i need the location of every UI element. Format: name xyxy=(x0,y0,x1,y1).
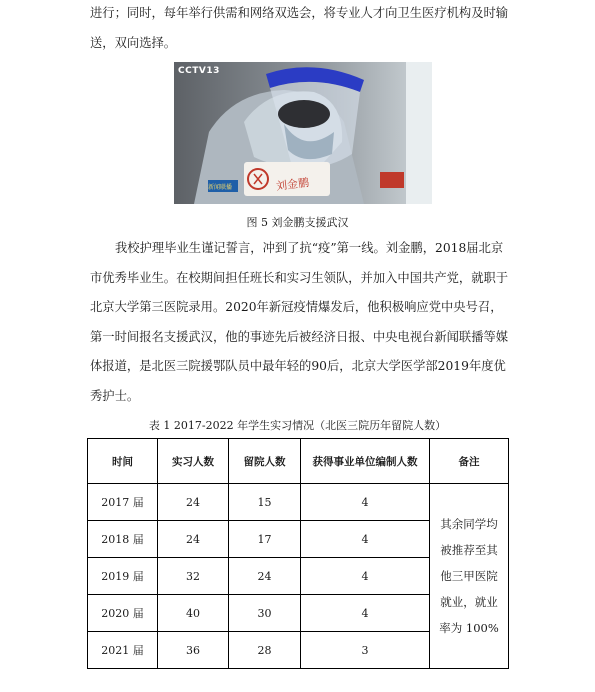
cell-retained: 24 xyxy=(229,558,301,595)
header-remark: 备注 xyxy=(430,439,509,484)
intro-paragraph: 进行；同时，每年举行供需和网络双选会，将专业人才向卫生医疗机构及时输送，双向选择。 xyxy=(90,6,509,50)
header-interns: 实习人数 xyxy=(158,439,229,484)
internship-table xyxy=(87,438,509,669)
cell-staffed: 4 xyxy=(301,595,430,632)
cell-interns: 32 xyxy=(158,558,229,595)
program-logo: 新闻联播 xyxy=(208,184,233,191)
cell-retained: 30 xyxy=(229,595,301,632)
cell-year: 2019 届 xyxy=(88,558,158,595)
cell-staffed: 3 xyxy=(301,632,430,669)
header-retained: 留院人数 xyxy=(229,439,301,484)
cell-interns: 40 xyxy=(158,595,229,632)
cell-staffed: 4 xyxy=(301,558,430,595)
cell-year: 2017 届 xyxy=(88,484,158,521)
header-year: 时间 xyxy=(88,439,158,484)
table-row xyxy=(88,484,509,521)
cell-retained: 17 xyxy=(229,521,301,558)
name-badge-text: 刘金鹏 xyxy=(275,176,310,193)
cell-retained: 15 xyxy=(229,484,301,521)
cell-staffed: 4 xyxy=(301,521,430,558)
cell-retained: 28 xyxy=(229,632,301,669)
cell-interns: 36 xyxy=(158,632,229,669)
story-paragraph: 我校护理毕业生谨记誓言，冲到了抗“疫”第一线。刘金鹏，2018届北京市优秀毕业生。在校期间担任班长和实习生领队，并加入中国共产党，就职于北京大学第三医院录用。2020年新冠疫情爆发后，他积极响应党中央号召，第一时间报名支援武汉，他的事迹先后被经济日报、中央电视台新闻联播等媒体报道，是北医三院援鄂队员中最年轻的90后，北京大学医学部2019年度优秀护士。 xyxy=(90,241,509,403)
figure-caption: 图 5 刘金鹏支援武汉 xyxy=(246,216,349,229)
table-header-row xyxy=(88,439,509,484)
cell-interns: 24 xyxy=(158,521,229,558)
table-caption: 表 1 2017-2022 年学生实习情况（北医三院历年留院人数） xyxy=(148,419,447,432)
cell-remark: 其余同学均被推荐至其他三甲医院就业，就业率为 100% xyxy=(430,484,509,669)
cell-interns: 24 xyxy=(158,484,229,521)
channel-logo: CCTV13 xyxy=(178,66,220,76)
news-photo xyxy=(174,62,432,204)
cell-year: 2018 届 xyxy=(88,521,158,558)
header-staffed: 获得事业单位编制人数 xyxy=(301,439,430,484)
cell-year: 2020 届 xyxy=(88,595,158,632)
cell-year: 2021 届 xyxy=(88,632,158,669)
cell-staffed: 4 xyxy=(301,484,430,521)
